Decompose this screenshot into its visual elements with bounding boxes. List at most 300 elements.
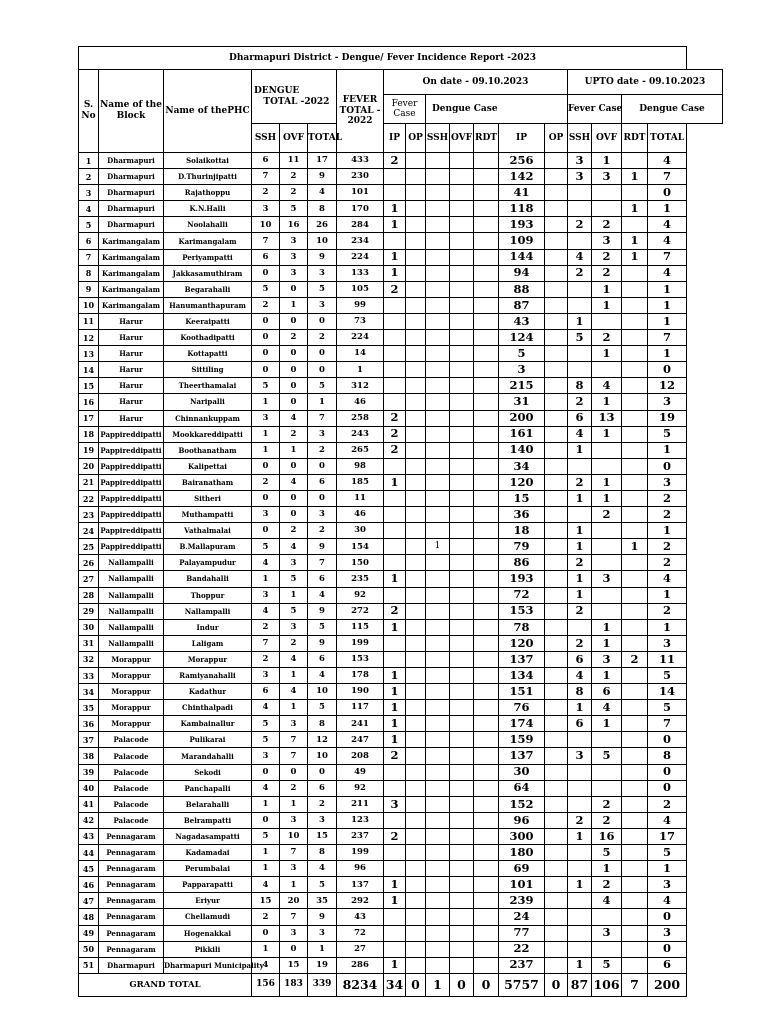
cell-ssh-2022: 0 xyxy=(252,330,280,346)
cell-ovf-2022: 1 xyxy=(280,700,308,716)
table-row xyxy=(79,474,723,490)
cell-op-upto xyxy=(545,668,568,684)
cell-op-upto xyxy=(545,877,568,893)
table-row xyxy=(79,458,723,474)
cell-ip-upto: 24 xyxy=(499,909,545,925)
cell-total-upto: 4 xyxy=(648,571,687,587)
cell-ssh-2022: 4 xyxy=(252,700,280,716)
cell-phc: Kottapatti xyxy=(164,346,252,362)
cell-ip-on xyxy=(384,555,406,571)
cell-block: Harur xyxy=(99,330,164,346)
cell-ip-on xyxy=(384,651,406,667)
cell-total-2022: 5 xyxy=(308,281,337,297)
cell-ovf-on xyxy=(450,812,474,828)
gt-ovf-on: 0 xyxy=(450,973,474,996)
cell-ssh-2022: 3 xyxy=(252,587,280,603)
cell-ssh-on xyxy=(426,523,450,539)
cell-ssh-on xyxy=(426,716,450,732)
cell-rdt-on xyxy=(474,619,499,635)
cell-fever-2022: 98 xyxy=(337,458,384,474)
cell-sno: 19 xyxy=(79,442,99,458)
table-row xyxy=(79,442,723,458)
cell-ovf-2022: 3 xyxy=(280,925,308,941)
cell-rdt-on xyxy=(474,523,499,539)
cell-rdt-on xyxy=(474,780,499,796)
cell-sno: 45 xyxy=(79,861,99,877)
cell-block: Morappur xyxy=(99,651,164,667)
table-row xyxy=(79,828,723,844)
cell-rdt-on xyxy=(474,941,499,957)
table-row xyxy=(79,909,723,925)
cell-ssh-2022: 6 xyxy=(252,153,280,169)
cell-block: Dharmapuri xyxy=(99,153,164,169)
cell-total-2022: 9 xyxy=(308,249,337,265)
cell-total-upto: 7 xyxy=(648,249,687,265)
cell-ssh-on xyxy=(426,490,450,506)
cell-fever-2022: 99 xyxy=(337,297,384,313)
cell-ssh-upto xyxy=(568,507,592,523)
cell-ip-on: 1 xyxy=(384,201,406,217)
cell-phc: Sekodi xyxy=(164,764,252,780)
cell-ssh-2022: 4 xyxy=(252,877,280,893)
cell-total-2022: 15 xyxy=(308,828,337,844)
cell-total-2022: 8 xyxy=(308,845,337,861)
cell-op-on xyxy=(406,169,426,185)
cell-ssh-upto: 3 xyxy=(568,169,592,185)
cell-ovf-2022: 2 xyxy=(280,780,308,796)
cell-ovf-2022: 0 xyxy=(280,490,308,506)
cell-ovf-on xyxy=(450,153,474,169)
cell-total-2022: 5 xyxy=(308,700,337,716)
cell-total-upto: 1 xyxy=(648,313,687,329)
cell-ovf-on xyxy=(450,378,474,394)
cell-ovf-2022: 3 xyxy=(280,861,308,877)
cell-rdt-upto xyxy=(622,861,648,877)
cell-ssh-upto xyxy=(568,297,592,313)
cell-ssh-2022: 10 xyxy=(252,217,280,233)
cell-ovf-upto: 2 xyxy=(592,796,622,812)
cell-block: Pennagaram xyxy=(99,861,164,877)
cell-op-upto xyxy=(545,941,568,957)
cell-total-upto: 14 xyxy=(648,684,687,700)
cell-total-upto: 1 xyxy=(648,201,687,217)
cell-total-2022: 0 xyxy=(308,490,337,506)
cell-phc: Kadamadai xyxy=(164,845,252,861)
cell-fever-2022: 117 xyxy=(337,700,384,716)
cell-block: Karimangalam xyxy=(99,265,164,281)
cell-op-upto xyxy=(545,587,568,603)
cell-ovf-on xyxy=(450,700,474,716)
table-row xyxy=(79,845,723,861)
cell-ip-upto: 64 xyxy=(499,780,545,796)
cell-phc: Naripalli xyxy=(164,394,252,410)
cell-rdt-upto xyxy=(622,700,648,716)
cell-block: Morappur xyxy=(99,700,164,716)
cell-ssh-2022: 4 xyxy=(252,780,280,796)
cell-phc: Kambainallur xyxy=(164,716,252,732)
cell-ssh-on xyxy=(426,474,450,490)
cell-ovf-upto: 1 xyxy=(592,394,622,410)
cell-sno: 4 xyxy=(79,201,99,217)
cell-phc: Laligam xyxy=(164,635,252,651)
cell-ovf-on xyxy=(450,281,474,297)
cell-sno: 18 xyxy=(79,426,99,442)
cell-ssh-on xyxy=(426,362,450,378)
cell-sno: 1 xyxy=(79,153,99,169)
cell-op-on xyxy=(406,619,426,635)
cell-ssh-upto xyxy=(568,458,592,474)
cell-sno: 47 xyxy=(79,893,99,909)
cell-total-upto: 8 xyxy=(648,748,687,764)
cell-fever-2022: 199 xyxy=(337,635,384,651)
cell-ovf-on xyxy=(450,507,474,523)
cell-total-upto: 2 xyxy=(648,603,687,619)
cell-ip-on xyxy=(384,780,406,796)
cell-sno: 44 xyxy=(79,845,99,861)
cell-rdt-on xyxy=(474,684,499,700)
cell-ovf-upto xyxy=(592,732,622,748)
cell-ip-upto: 94 xyxy=(499,265,545,281)
cell-sno: 37 xyxy=(79,732,99,748)
cell-sno: 46 xyxy=(79,877,99,893)
cell-total-upto: 4 xyxy=(648,893,687,909)
cell-rdt-upto xyxy=(622,555,648,571)
cell-rdt-on xyxy=(474,555,499,571)
cell-ovf-upto: 5 xyxy=(592,748,622,764)
cell-total-upto: 7 xyxy=(648,169,687,185)
cell-ip-on: 1 xyxy=(384,474,406,490)
cell-fever-2022: 312 xyxy=(337,378,384,394)
gt-ip-upto: 5757 xyxy=(499,973,545,996)
cell-rdt-on xyxy=(474,651,499,667)
cell-rdt-upto xyxy=(622,330,648,346)
cell-ip-on xyxy=(384,507,406,523)
cell-ovf-2022: 2 xyxy=(280,185,308,201)
cell-total-upto: 2 xyxy=(648,490,687,506)
cell-block: Pennagaram xyxy=(99,893,164,909)
cell-total-upto: 6 xyxy=(648,957,687,973)
cell-ssh-2022: 1 xyxy=(252,571,280,587)
table-row xyxy=(79,378,723,394)
cell-rdt-on xyxy=(474,233,499,249)
cell-op-upto xyxy=(545,828,568,844)
cell-total-upto: 0 xyxy=(648,909,687,925)
cell-op-on xyxy=(406,539,426,555)
cell-sno: 5 xyxy=(79,217,99,233)
cell-total-upto: 0 xyxy=(648,732,687,748)
cell-ip-on xyxy=(384,297,406,313)
col-rdt-upto: RDT xyxy=(622,124,648,153)
table-row xyxy=(79,201,723,217)
cell-ssh-on xyxy=(426,668,450,684)
cell-ssh-2022: 2 xyxy=(252,909,280,925)
cell-ssh-2022: 1 xyxy=(252,861,280,877)
cell-rdt-upto xyxy=(622,845,648,861)
cell-ssh-upto: 4 xyxy=(568,426,592,442)
cell-ovf-on xyxy=(450,780,474,796)
cell-ovf-2022: 7 xyxy=(280,845,308,861)
cell-phc: Begarahalli xyxy=(164,281,252,297)
cell-rdt-on xyxy=(474,700,499,716)
cell-ssh-upto xyxy=(568,893,592,909)
cell-total-upto: 3 xyxy=(648,474,687,490)
cell-ip-on: 2 xyxy=(384,603,406,619)
gt-total-2022: 339 xyxy=(308,973,337,996)
cell-rdt-on xyxy=(474,330,499,346)
cell-phc: Nagadasampatti xyxy=(164,828,252,844)
cell-ip-upto: 239 xyxy=(499,893,545,909)
cell-op-on xyxy=(406,330,426,346)
cell-rdt-upto xyxy=(622,812,648,828)
cell-ssh-on xyxy=(426,957,450,973)
cell-rdt-upto xyxy=(622,780,648,796)
col-total-upto: TOTAL xyxy=(648,124,687,153)
cell-ssh-on xyxy=(426,651,450,667)
cell-op-upto xyxy=(545,426,568,442)
cell-total-2022: 6 xyxy=(308,474,337,490)
cell-ip-upto: 215 xyxy=(499,378,545,394)
cell-ovf-upto: 1 xyxy=(592,346,622,362)
cell-op-upto xyxy=(545,490,568,506)
cell-total-2022: 9 xyxy=(308,909,337,925)
cell-op-upto xyxy=(545,651,568,667)
cell-phc: Palayampudur xyxy=(164,555,252,571)
cell-op-on xyxy=(406,651,426,667)
cell-ovf-upto: 3 xyxy=(592,651,622,667)
cell-ip-on xyxy=(384,812,406,828)
table-row xyxy=(79,780,723,796)
cell-ssh-upto: 3 xyxy=(568,748,592,764)
cell-rdt-on xyxy=(474,201,499,217)
cell-total-2022: 8 xyxy=(308,716,337,732)
cell-ip-on xyxy=(384,490,406,506)
cell-ip-upto: 153 xyxy=(499,603,545,619)
cell-op-upto xyxy=(545,442,568,458)
cell-op-upto xyxy=(545,796,568,812)
cell-ovf-upto: 1 xyxy=(592,153,622,169)
cell-ip-upto: 76 xyxy=(499,700,545,716)
cell-sno: 36 xyxy=(79,716,99,732)
cell-fever-2022: 137 xyxy=(337,877,384,893)
cell-op-upto xyxy=(545,523,568,539)
cell-rdt-upto xyxy=(622,877,648,893)
cell-ip-upto: 144 xyxy=(499,249,545,265)
cell-total-2022: 4 xyxy=(308,185,337,201)
cell-ovf-2022: 7 xyxy=(280,748,308,764)
cell-ovf-upto: 5 xyxy=(592,845,622,861)
cell-total-2022: 7 xyxy=(308,555,337,571)
cell-rdt-upto xyxy=(622,458,648,474)
cell-ovf-upto xyxy=(592,909,622,925)
cell-total-2022: 12 xyxy=(308,732,337,748)
cell-block: Harur xyxy=(99,410,164,426)
cell-ovf-on xyxy=(450,635,474,651)
cell-ovf-upto xyxy=(592,587,622,603)
cell-ssh-2022: 0 xyxy=(252,490,280,506)
cell-sno: 9 xyxy=(79,281,99,297)
cell-total-upto: 4 xyxy=(648,233,687,249)
cell-ovf-upto: 13 xyxy=(592,410,622,426)
cell-ovf-2022: 2 xyxy=(280,169,308,185)
cell-op-on xyxy=(406,748,426,764)
cell-ovf-2022: 0 xyxy=(280,394,308,410)
cell-total-upto: 3 xyxy=(648,635,687,651)
cell-total-upto: 2 xyxy=(648,539,687,555)
cell-block: Pappireddipatti xyxy=(99,442,164,458)
cell-rdt-upto xyxy=(622,732,648,748)
cell-op-upto xyxy=(545,861,568,877)
cell-op-on xyxy=(406,313,426,329)
cell-ssh-upto: 2 xyxy=(568,555,592,571)
cell-sno: 49 xyxy=(79,925,99,941)
cell-block: Dharmapuri xyxy=(99,185,164,201)
cell-ip-on xyxy=(384,330,406,346)
cell-ssh-2022: 5 xyxy=(252,539,280,555)
table-row xyxy=(79,153,723,169)
cell-phc: Pikkili xyxy=(164,941,252,957)
cell-total-upto: 0 xyxy=(648,185,687,201)
cell-phc: Belarahalli xyxy=(164,796,252,812)
cell-total-2022: 0 xyxy=(308,362,337,378)
cell-ssh-on xyxy=(426,378,450,394)
cell-total-upto: 12 xyxy=(648,378,687,394)
cell-ssh-on xyxy=(426,169,450,185)
cell-fever-2022: 96 xyxy=(337,861,384,877)
cell-block: Dharmapuri xyxy=(99,217,164,233)
cell-total-upto: 19 xyxy=(648,410,687,426)
col-rdt-on: RDT xyxy=(474,124,499,153)
cell-op-on xyxy=(406,571,426,587)
cell-rdt-upto xyxy=(622,490,648,506)
cell-ovf-on xyxy=(450,603,474,619)
cell-op-on xyxy=(406,684,426,700)
cell-block: Nallampalli xyxy=(99,619,164,635)
cell-ip-upto: 151 xyxy=(499,684,545,700)
gt-ssh-2022: 156 xyxy=(252,973,280,996)
cell-ovf-2022: 1 xyxy=(280,442,308,458)
table-row xyxy=(79,362,723,378)
cell-ovf-upto xyxy=(592,539,622,555)
table-row xyxy=(79,796,723,812)
cell-phc: Indur xyxy=(164,619,252,635)
table-row xyxy=(79,619,723,635)
cell-ovf-on xyxy=(450,313,474,329)
cell-rdt-on xyxy=(474,507,499,523)
cell-ip-on xyxy=(384,764,406,780)
cell-ip-on xyxy=(384,169,406,185)
cell-total-2022: 3 xyxy=(308,925,337,941)
col-ssh-on: SSH xyxy=(426,124,450,153)
cell-sno: 10 xyxy=(79,297,99,313)
cell-ssh-2022: 0 xyxy=(252,346,280,362)
cell-phc: Mookkareddipatti xyxy=(164,426,252,442)
cell-block: Morappur xyxy=(99,716,164,732)
cell-rdt-on xyxy=(474,571,499,587)
cell-total-upto: 1 xyxy=(648,346,687,362)
cell-ssh-2022: 1 xyxy=(252,394,280,410)
cell-rdt-upto xyxy=(622,925,648,941)
cell-rdt-upto xyxy=(622,217,648,233)
cell-total-upto: 2 xyxy=(648,796,687,812)
cell-ssh-upto xyxy=(568,780,592,796)
cell-ovf-2022: 0 xyxy=(280,281,308,297)
cell-sno: 23 xyxy=(79,507,99,523)
cell-rdt-upto xyxy=(622,957,648,973)
cell-ovf-upto: 2 xyxy=(592,330,622,346)
cell-ssh-on xyxy=(426,684,450,700)
cell-ip-on: 1 xyxy=(384,217,406,233)
cell-fever-2022: 265 xyxy=(337,442,384,458)
grand-total-label: GRAND TOTAL xyxy=(79,973,252,996)
cell-ovf-on xyxy=(450,346,474,362)
cell-ssh-on xyxy=(426,700,450,716)
col-ovf-on: OVF xyxy=(450,124,474,153)
gt-ssh-on: 1 xyxy=(426,973,450,996)
cell-fever-2022: 30 xyxy=(337,523,384,539)
cell-total-2022: 3 xyxy=(308,265,337,281)
cell-sno: 12 xyxy=(79,330,99,346)
cell-ip-on: 1 xyxy=(384,893,406,909)
cell-rdt-upto xyxy=(622,587,648,603)
cell-sno: 32 xyxy=(79,651,99,667)
cell-ovf-on xyxy=(450,587,474,603)
cell-phc: Belrampatti xyxy=(164,812,252,828)
cell-ovf-2022: 3 xyxy=(280,555,308,571)
cell-ssh-upto xyxy=(568,796,592,812)
cell-rdt-on xyxy=(474,410,499,426)
cell-ip-on xyxy=(384,941,406,957)
cell-block: Palacode xyxy=(99,748,164,764)
cell-ovf-upto: 1 xyxy=(592,635,622,651)
cell-ip-upto: 86 xyxy=(499,555,545,571)
cell-op-on xyxy=(406,764,426,780)
cell-ip-on: 1 xyxy=(384,957,406,973)
table-row xyxy=(79,651,723,667)
cell-op-upto xyxy=(545,394,568,410)
table-row xyxy=(79,732,723,748)
cell-phc: Theerthamalai xyxy=(164,378,252,394)
cell-ssh-on xyxy=(426,925,450,941)
cell-ovf-on xyxy=(450,330,474,346)
cell-block: Karimangalam xyxy=(99,249,164,265)
table-row xyxy=(79,716,723,732)
cell-op-upto xyxy=(545,845,568,861)
cell-total-upto: 2 xyxy=(648,507,687,523)
cell-rdt-on xyxy=(474,635,499,651)
cell-total-2022: 4 xyxy=(308,587,337,603)
cell-ovf-upto: 3 xyxy=(592,233,622,249)
cell-sno: 41 xyxy=(79,796,99,812)
cell-ip-on: 1 xyxy=(384,571,406,587)
cell-block: Harur xyxy=(99,394,164,410)
cell-op-upto xyxy=(545,474,568,490)
cell-sno: 40 xyxy=(79,780,99,796)
cell-total-2022: 0 xyxy=(308,458,337,474)
cell-ovf-2022: 16 xyxy=(280,217,308,233)
cell-sno: 28 xyxy=(79,587,99,603)
gt-op-on: 0 xyxy=(406,973,426,996)
cell-rdt-on xyxy=(474,362,499,378)
cell-rdt-upto xyxy=(622,394,648,410)
cell-ssh-on xyxy=(426,410,450,426)
cell-fever-2022: 433 xyxy=(337,153,384,169)
cell-op-upto xyxy=(545,378,568,394)
cell-rdt-upto xyxy=(622,716,648,732)
cell-ovf-upto: 4 xyxy=(592,893,622,909)
cell-ssh-upto: 1 xyxy=(568,523,592,539)
cell-rdt-on xyxy=(474,442,499,458)
cell-total-2022: 9 xyxy=(308,635,337,651)
